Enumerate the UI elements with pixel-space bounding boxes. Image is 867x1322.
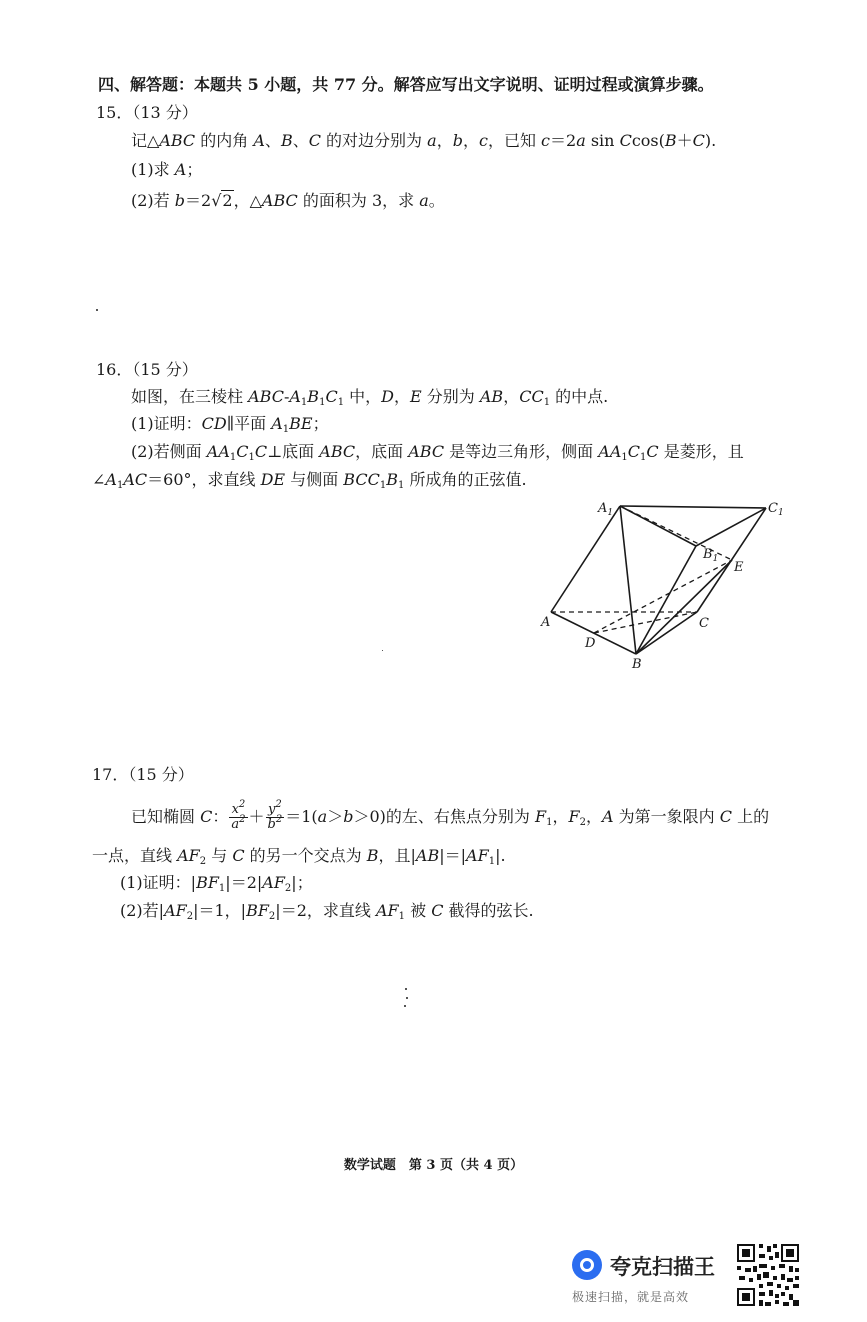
q17-heading: 17．（15 分） [92,765,194,784]
q16-part-2-cont: $\angle A_1AC=60^\circ$，求直线 DE 与侧面 $BCC_1B_1$ 所成角的正弦值. [92,470,527,491]
scan-speck [405,988,407,990]
q15-part-2: (2)若 b＝2√2，△ABC 的面积为 3，求 a。 [131,191,445,210]
scan-speck [382,650,383,651]
q15-heading: 15．（13 分） [96,103,198,122]
edge-b1-b [636,546,696,654]
edge-b1-c1 [696,508,766,546]
q17-part-1: (1)证明：$|BF_1|=2|AF_2|$； [120,873,313,894]
edge-d-e-hidden [594,560,732,633]
section-title: 四、解答题：本题共 5 小题，共 77 分。解答应写出文字说明、证明过程或演算步骤。 [98,75,714,94]
edge-a1-c1 [620,506,766,508]
prism-solid-edges [551,506,766,654]
q17-part-2: (2)若$|AF_2|=1$，$|BF_2|=2$，求直线 $AF_1$ 被 C 截得的弦长. [120,901,534,922]
page-footer: 数学试题 第 3 页（共 4 页） [343,1158,524,1173]
sqrt-symbol: √ [211,191,222,210]
label-d: D [585,636,596,651]
label-c1: $C_1$ [768,501,784,518]
fraction-y2-b2: $\frac{y^2}{b^2}$ [267,799,283,832]
qr-code-icon [735,1242,801,1308]
scan-speck [404,1005,406,1007]
scanner-slogan: 极速扫描，就是高效 [572,1290,690,1304]
q16-part-2: (2)若侧面 $AA_1C_1C\perp$底面 ABC，底面 ABC 是等边三角形，侧面 $AA_1C_1C$ 是菱形，且 [131,442,744,463]
edge-b-e [636,560,732,654]
q16-heading: 16．（15 分） [96,360,198,379]
q17-stem-cont: 一点，直线 $AF_2$ 与 C 的另一个交点为 B，且$|AB|=|AF_1|$. [92,846,506,867]
edge-a1-e-hidden [620,506,732,560]
quark-logo-icon [572,1250,602,1280]
q17-stem: 已知椭圆 C： $\frac{x^2}{a^2}$ ＋ $\frac{y^2}{b^2}$ ＝1(a＞b＞0)的左、右焦点分别为 $F_1$，$F_2$，A 为第一象限内 C 上的 [131,799,770,832]
q16-part-1: (1)证明：CD∥平面 $A_1BE$； [131,414,329,435]
label-a: A [541,615,551,630]
scanner-watermark [570,1248,730,1308]
edge-a1-b [620,506,636,654]
q15-stem: 记△ABC 的内角 A、B、C 的对边分别为 a，b，c，已知 c＝2a sin Ccos(B＋C). [131,131,717,150]
label-b1: $B_1$ [703,547,719,564]
q16-stem: 如图，在三棱柱 ABC-$A_1B_1C_1$ 中，D，E 分别为 AB，$CC_1$ 的中点. [131,387,609,408]
edge-a1-a [551,506,620,612]
fraction-x2-a2: $\frac{x^2}{a^2}$ [231,799,246,832]
label-b: B [632,657,642,672]
scanner-app-name: 夸克扫描王 [610,1255,715,1279]
label-e: E [734,560,744,575]
q15-part-1: (1)求 A； [131,160,203,179]
label-a1: $A_1$ [598,501,614,518]
scan-speck [406,997,408,999]
label-c: C [699,616,709,631]
